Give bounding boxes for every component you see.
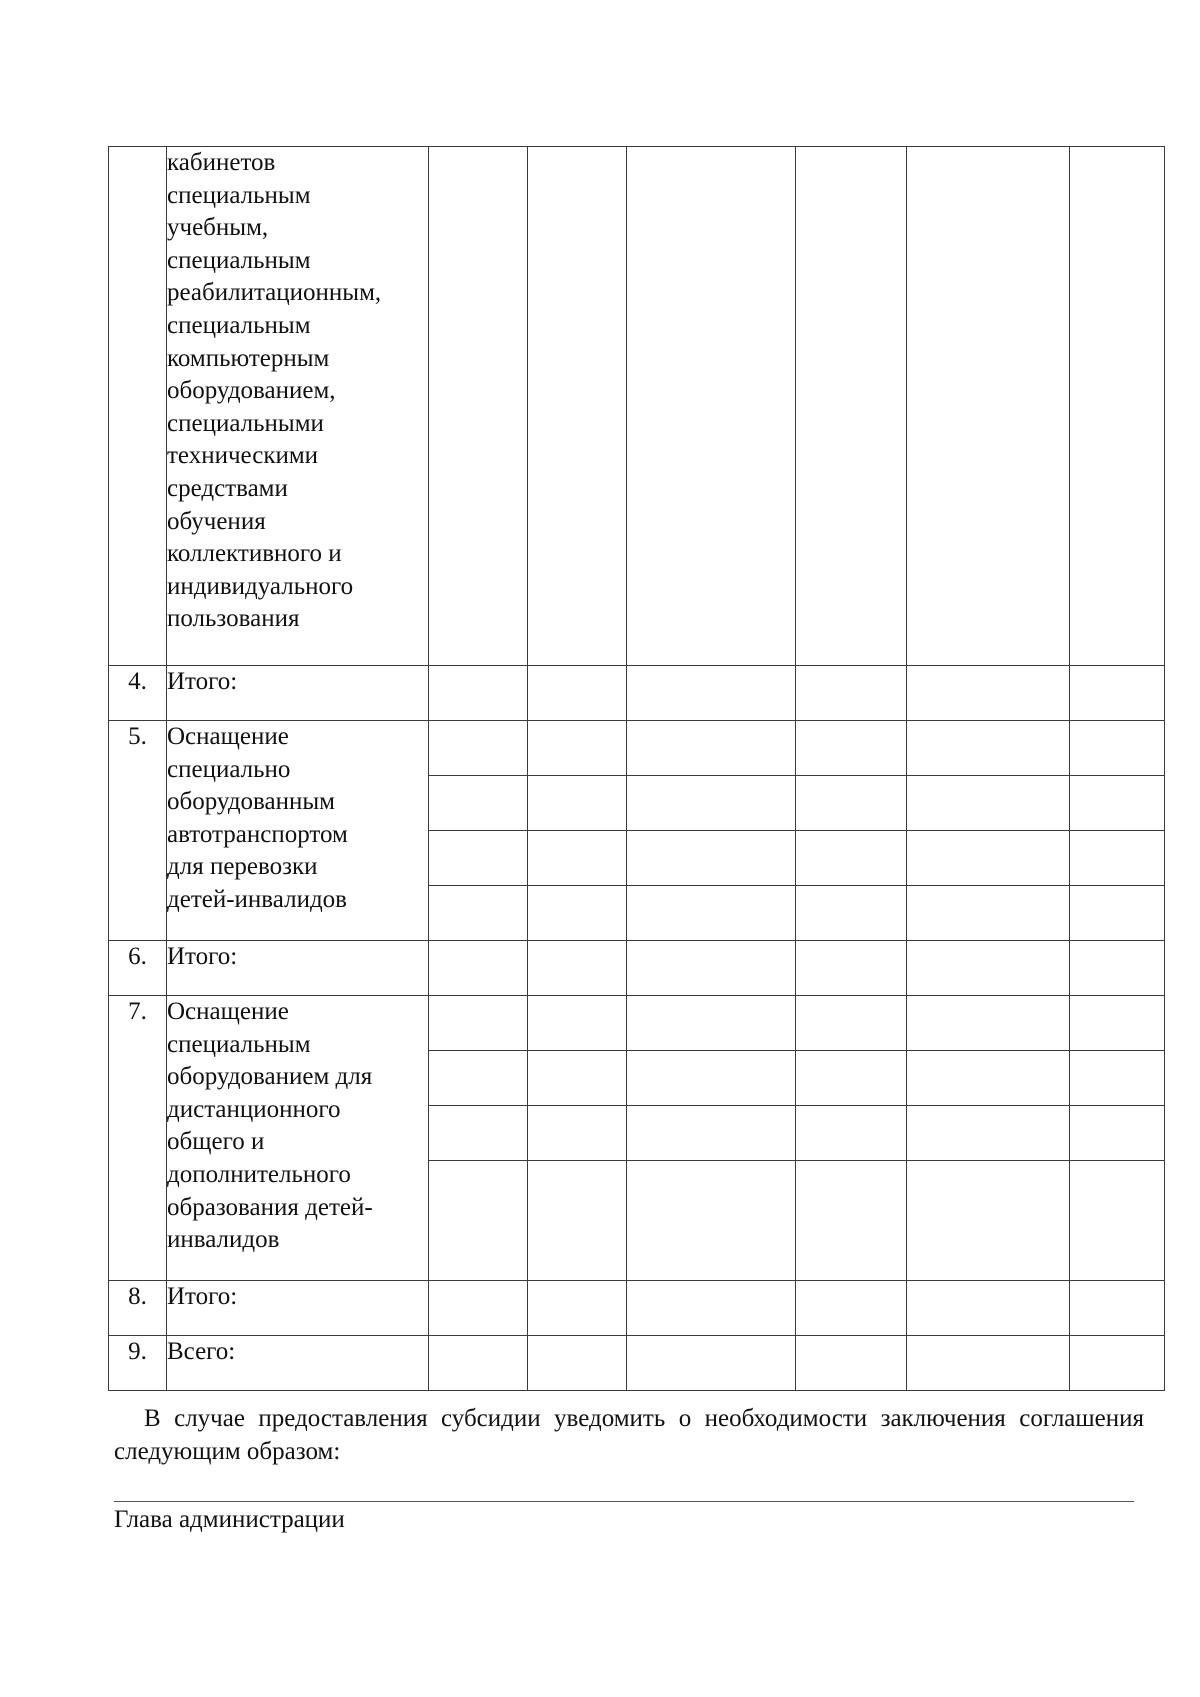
empty-cell bbox=[1070, 721, 1165, 776]
empty-cell bbox=[1070, 886, 1165, 941]
empty-cell bbox=[1070, 1051, 1165, 1106]
empty-cell bbox=[627, 776, 796, 831]
fill-in-line bbox=[114, 1501, 1134, 1502]
empty-cell bbox=[907, 666, 1070, 721]
empty-cell bbox=[907, 831, 1070, 886]
empty-cell bbox=[1070, 996, 1165, 1051]
empty-cell bbox=[907, 886, 1070, 941]
empty-cell bbox=[907, 1051, 1070, 1106]
signature-label: Глава администрации bbox=[114, 1506, 345, 1533]
empty-cell bbox=[796, 666, 907, 721]
empty-cell bbox=[528, 1051, 627, 1106]
empty-cell bbox=[429, 886, 528, 941]
empty-cell bbox=[429, 1336, 528, 1391]
empty-cell bbox=[429, 1051, 528, 1106]
empty-cell bbox=[1070, 941, 1165, 996]
empty-cell bbox=[429, 831, 528, 886]
empty-cell bbox=[796, 941, 907, 996]
table-row bbox=[109, 721, 1165, 776]
empty-cell bbox=[627, 1161, 796, 1281]
item-name-cell: Всего: bbox=[167, 1336, 429, 1391]
empty-cell bbox=[528, 666, 627, 721]
item-name-cell: Итого: bbox=[167, 666, 429, 721]
subsidy-table bbox=[108, 146, 1165, 1391]
empty-cell bbox=[796, 1161, 907, 1281]
empty-cell bbox=[796, 1336, 907, 1391]
empty-cell bbox=[796, 776, 907, 831]
empty-cell bbox=[528, 1161, 627, 1281]
empty-cell bbox=[907, 1161, 1070, 1281]
empty-cell bbox=[907, 147, 1070, 666]
item-name-cell: Оснащение специально оборудованным автотранспортом для перевозки детей-инвалидов bbox=[167, 721, 429, 941]
empty-cell bbox=[796, 1281, 907, 1336]
empty-cell bbox=[528, 831, 627, 886]
table-row bbox=[109, 666, 1165, 721]
row-number-cell: 8. bbox=[109, 1281, 167, 1336]
empty-cell bbox=[528, 776, 627, 831]
empty-cell bbox=[627, 996, 796, 1051]
row-number-cell: 7. bbox=[109, 996, 167, 1281]
empty-cell bbox=[627, 666, 796, 721]
empty-cell bbox=[528, 721, 627, 776]
row-number-cell: 5. bbox=[109, 721, 167, 941]
empty-cell bbox=[627, 721, 796, 776]
item-name-cell: Оснащение специальным оборудованием для дистанционного общего и дополнительного образования детей- инвалидов bbox=[167, 996, 429, 1281]
empty-cell bbox=[429, 996, 528, 1051]
empty-cell bbox=[907, 1281, 1070, 1336]
row-number-cell: 9. bbox=[109, 1336, 167, 1391]
empty-cell bbox=[907, 941, 1070, 996]
empty-cell bbox=[796, 886, 907, 941]
empty-cell bbox=[1070, 1161, 1165, 1281]
empty-cell bbox=[528, 941, 627, 996]
empty-cell bbox=[907, 721, 1070, 776]
empty-cell bbox=[796, 721, 907, 776]
notice-paragraph: В случае предоставления субсидии уведомить о необходимости заключения соглашения следующим образом: bbox=[114, 1405, 1144, 1465]
empty-cell bbox=[528, 1336, 627, 1391]
empty-cell bbox=[627, 831, 796, 886]
empty-cell bbox=[1070, 776, 1165, 831]
table-row bbox=[109, 147, 1165, 666]
empty-cell bbox=[528, 1281, 627, 1336]
empty-cell bbox=[429, 776, 528, 831]
item-name-cell: Итого: bbox=[167, 941, 429, 996]
empty-cell bbox=[627, 1281, 796, 1336]
empty-cell bbox=[528, 886, 627, 941]
empty-cell bbox=[627, 147, 796, 666]
empty-cell bbox=[907, 776, 1070, 831]
empty-cell bbox=[1070, 1281, 1165, 1336]
empty-cell bbox=[796, 147, 907, 666]
empty-cell bbox=[528, 147, 627, 666]
empty-cell bbox=[1070, 831, 1165, 886]
empty-cell bbox=[429, 1106, 528, 1161]
empty-cell bbox=[796, 996, 907, 1051]
table-row bbox=[109, 941, 1165, 996]
empty-cell bbox=[796, 831, 907, 886]
empty-cell bbox=[429, 147, 528, 666]
empty-cell bbox=[627, 1051, 796, 1106]
empty-cell bbox=[907, 996, 1070, 1051]
empty-cell bbox=[429, 721, 528, 776]
row-number-cell: 6. bbox=[109, 941, 167, 996]
empty-cell bbox=[627, 1106, 796, 1161]
empty-cell bbox=[627, 886, 796, 941]
item-name-cell: кабинетов специальным учебным, специальным реабилитационным, специальным компьютерным оборудованием, специальными техническими средствами обучения коллективного и индивидуального пользования bbox=[167, 147, 429, 666]
empty-cell bbox=[1070, 1106, 1165, 1161]
empty-cell bbox=[796, 1106, 907, 1161]
table-row bbox=[109, 1336, 1165, 1391]
empty-cell bbox=[429, 666, 528, 721]
row-number-cell: 4. bbox=[109, 666, 167, 721]
empty-cell bbox=[907, 1336, 1070, 1391]
table-row bbox=[109, 1281, 1165, 1336]
empty-cell bbox=[796, 1051, 907, 1106]
empty-cell bbox=[627, 941, 796, 996]
empty-cell bbox=[528, 996, 627, 1051]
item-name-cell: Итого: bbox=[167, 1281, 429, 1336]
table-row bbox=[109, 996, 1165, 1051]
empty-cell bbox=[528, 1106, 627, 1161]
empty-cell bbox=[429, 1281, 528, 1336]
row-number-cell bbox=[109, 147, 167, 666]
empty-cell bbox=[627, 1336, 796, 1391]
empty-cell bbox=[1070, 1336, 1165, 1391]
empty-cell bbox=[1070, 666, 1165, 721]
empty-cell bbox=[429, 941, 528, 996]
empty-cell bbox=[1070, 147, 1165, 666]
empty-cell bbox=[429, 1161, 528, 1281]
empty-cell bbox=[907, 1106, 1070, 1161]
